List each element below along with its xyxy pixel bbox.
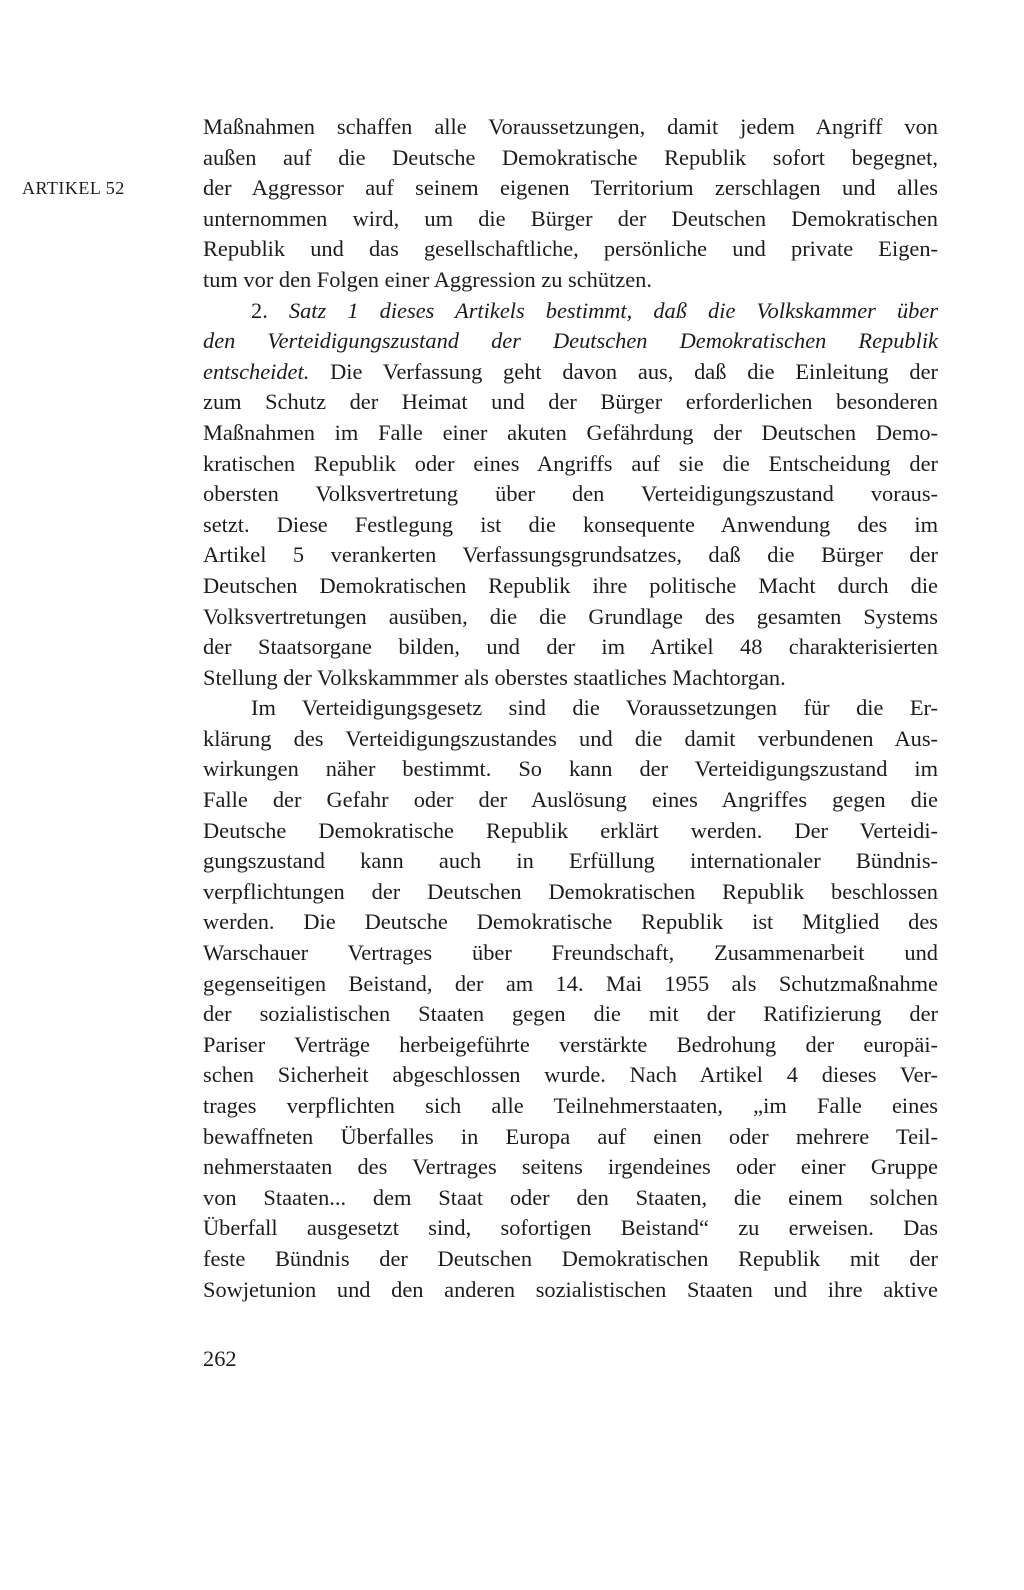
italic-text: den Verteidigungszustand der Deutschen Demokratischen Republik xyxy=(203,328,938,354)
text-segment: kratischen Republik oder eines Angriffs auf sie die Entscheidung der xyxy=(203,450,938,476)
text-segment: werden. Die Deutsche Demokratische Republik ist Mitglied des xyxy=(203,909,938,935)
text-line xyxy=(203,449,938,480)
text-line xyxy=(203,1060,938,1091)
text-line xyxy=(203,693,938,724)
text-segment: Maßnahmen schaffen alle Voraussetzungen, damit jedem Angriff von xyxy=(203,114,938,139)
text-line xyxy=(203,418,938,449)
text-line xyxy=(203,143,938,174)
text-segment: nehmerstaaten des Vertrages seitens irgendeines oder einer Gruppe xyxy=(203,1154,938,1180)
text-line xyxy=(203,387,938,418)
margin-article-label: ARTIKEL 52 xyxy=(22,178,125,198)
text-line xyxy=(203,112,938,143)
text-line xyxy=(203,969,938,1000)
text-segment: Maßnahmen im Falle einer akuten Gefährdung der Deutschen Demo- xyxy=(203,419,938,445)
text-line xyxy=(203,999,938,1030)
text-line xyxy=(203,296,938,327)
text-segment: verpflichtungen der Deutschen Demokratischen Republik beschlossen xyxy=(203,878,938,904)
text-line xyxy=(203,1152,938,1183)
text-segment: Stellung der Volkskammmer als oberstes staatliches Machtorgan. xyxy=(203,664,786,690)
text-line xyxy=(203,877,938,908)
text-segment: der Aggressor auf seinem eigenen Territorium zerschlagen und alles xyxy=(203,175,938,201)
italic-text: entscheidet. xyxy=(203,358,310,384)
text-segment: Warschauer Vertrages über Freundschaft, Zusammenarbeit und xyxy=(203,940,938,966)
text-line xyxy=(203,1122,938,1153)
text-line xyxy=(203,663,938,694)
text-segment: Die Verfassung geht davon aus, daß die Einleitung der xyxy=(309,358,938,384)
text-line xyxy=(203,326,938,357)
body-text xyxy=(203,112,938,1305)
text-segment: von Staaten... dem Staat oder den Staaten, die einem solchen xyxy=(203,1184,938,1210)
text-segment: wirkungen näher bestimmt. So kann der Verteidigungszustand im xyxy=(203,756,938,782)
text-segment: klärung des Verteidigungszustandes und die damit verbundenen Aus- xyxy=(203,725,938,751)
text-line xyxy=(203,602,938,633)
italic-text: Satz 1 dieses Artikels bestimmt, daß die Volkskammer über xyxy=(288,297,939,323)
text-segment: Pariser Verträge herbeigeführte verstärkte Bedrohung der europäi- xyxy=(203,1031,938,1057)
text-line xyxy=(203,173,938,204)
text-line xyxy=(203,265,938,296)
text-segment: Überfall ausgesetzt sind, sofortigen Beistand“ zu erweisen. Das xyxy=(203,1215,938,1241)
text-line xyxy=(203,479,938,510)
text-line xyxy=(203,1091,938,1122)
text-line xyxy=(203,510,938,541)
text-segment: 2. xyxy=(251,297,289,323)
text-segment: gegenseitigen Beistand, der am 14. Mai 1955 als Schutzmaßnahme xyxy=(203,970,938,996)
text-segment: Im Verteidigungsgesetz sind die Voraussetzungen für die Er- xyxy=(251,695,938,721)
text-line xyxy=(203,938,938,969)
text-line xyxy=(203,234,938,265)
text-line xyxy=(203,540,938,571)
text-line xyxy=(203,785,938,816)
text-segment: tum vor den Folgen einer Aggression zu schützen. xyxy=(203,266,652,292)
text-segment: bewaffneten Überfalles in Europa auf einen oder mehrere Teil- xyxy=(203,1123,938,1149)
text-line xyxy=(203,1183,938,1214)
text-line xyxy=(203,1275,938,1306)
text-segment: unternommen wird, um die Bürger der Deutschen Demokratischen xyxy=(203,205,938,231)
text-segment: obersten Volksvertretung über den Verteidigungszustand voraus- xyxy=(203,481,938,507)
text-line xyxy=(203,571,938,602)
text-line xyxy=(203,907,938,938)
text-segment: Artikel 5 verankerten Verfassungsgrundsatzes, daß die Bürger der xyxy=(203,542,938,568)
text-line xyxy=(203,1213,938,1244)
text-segment: Deutschen Demokratischen Republik ihre politische Macht durch die xyxy=(203,572,938,598)
text-segment: trages verpflichten sich alle Teilnehmerstaaten, „im Falle eines xyxy=(203,1093,938,1118)
text-line xyxy=(203,204,938,235)
text-segment: außen auf die Deutsche Demokratische Republik sofort begegnet, xyxy=(203,144,938,170)
text-segment: Volksvertretungen ausüben, die die Grundlage des gesamten Systems xyxy=(203,603,938,629)
page-number: 262 xyxy=(203,1346,237,1371)
text-line xyxy=(203,754,938,785)
text-segment: schen Sicherheit abgeschlossen wurde. Nach Artikel 4 dieses Ver- xyxy=(203,1062,938,1088)
text-line xyxy=(203,357,938,388)
text-segment: Republik und das gesellschaftliche, persönliche und private Eigen- xyxy=(203,236,938,262)
text-segment: feste Bündnis der Deutschen Demokratischen Republik mit der xyxy=(203,1245,938,1271)
text-segment: der Staatsorgane bilden, und der im Artikel 48 charakterisierten xyxy=(203,634,938,660)
text-segment: der sozialistischen Staaten gegen die mit der Ratifizierung der xyxy=(203,1001,938,1027)
text-segment: zum Schutz der Heimat und der Bürger erforderlichen besonderen xyxy=(203,389,938,415)
text-line xyxy=(203,1244,938,1275)
text-segment: gungszustand kann auch in Erfüllung internationaler Bündnis- xyxy=(203,848,938,874)
text-line xyxy=(203,816,938,847)
text-segment: Deutsche Demokratische Republik erklärt werden. Der Verteidi- xyxy=(203,817,938,843)
text-line xyxy=(203,846,938,877)
text-segment: Sowjetunion und den anderen sozialistischen Staaten und ihre aktive xyxy=(203,1276,938,1302)
text-line xyxy=(203,724,938,755)
text-line xyxy=(203,1030,938,1061)
text-segment: setzt. Diese Festlegung ist die konsequente Anwendung des im xyxy=(203,511,938,537)
text-segment: Falle der Gefahr oder der Auslösung eines Angriffes gegen die xyxy=(203,787,938,813)
text-line xyxy=(203,632,938,663)
